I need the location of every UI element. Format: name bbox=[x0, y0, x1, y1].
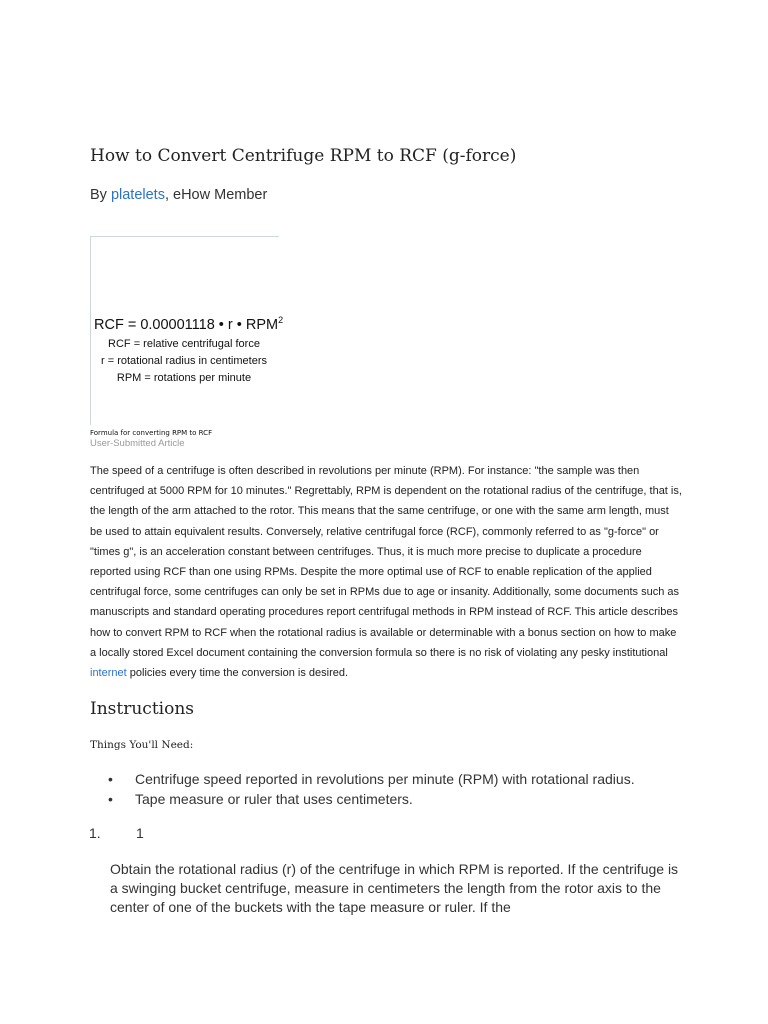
formula-exponent: 2 bbox=[278, 315, 284, 325]
things-needed-list bbox=[108, 769, 635, 809]
author-link[interactable]: platelets bbox=[110, 187, 165, 203]
intro-paragraph bbox=[90, 461, 682, 683]
need-text: Tape measure or ruler that uses centimeters. bbox=[135, 791, 413, 807]
formula-definition-rpm: RPM = rotations per minute bbox=[116, 372, 252, 384]
intro-text-end: policies every time the conversion is desired. bbox=[126, 667, 349, 680]
intro-text: The speed of a centrifuge is often described in revolutions per minute (RPM). For instance: "the sample was then centrifuged at 5000 RPM for 10 minutes." Regrettably, RPM is dependent on the rotational radius of the centrifuge, that is, the length of the arm attached to the rotor. This means that the same centrifuge, or one with the same arm length, must be used to attain equivalent results. Conversely, relative centrifugal force (RCF), commonly referred to as "g-force" or "times g", is an acceleration constant between centrifuges. Thus, it is much more precise to duplicate a procedure reported using RCF than one using RPMs. Despite the more optimal use of RCF to enable replication of the applied centrifugal force, some centrifuges can only be set in RPMs due to age or insanity. Additionally, some documents such as manuscripts and standard operating procedures report centrifugal methods in RPM instead of RCF. This article describes how to convert RPM to RCF when the rotational radius is available or determinable with a bonus section on how to make a locally stored Excel document containing the conversion formula so there is no risk of violating any pesky institutional bbox=[90, 465, 682, 659]
formula-equation: RCF = 0.00001118 • r • RPM bbox=[94, 316, 279, 333]
step-number: 1. bbox=[89, 825, 101, 841]
formula-main bbox=[94, 315, 283, 333]
article-title: How to Convert Centrifuge RPM to RCF (g-force) bbox=[90, 146, 517, 166]
formula-definition-rcf: RCF = relative centrifugal force bbox=[108, 338, 260, 350]
bullet-icon: • bbox=[108, 771, 113, 787]
list-item bbox=[108, 769, 635, 789]
need-text: Centrifuge speed reported in revolutions per minute (RPM) with rotational radius. bbox=[135, 771, 635, 787]
things-needed-label: Things You'll Need: bbox=[90, 739, 194, 751]
byline-suffix: , eHow Member bbox=[164, 187, 268, 203]
byline-prefix: By bbox=[90, 187, 111, 203]
byline bbox=[90, 187, 267, 203]
instructions-heading: Instructions bbox=[90, 699, 194, 719]
internet-link[interactable]: internet bbox=[90, 667, 127, 680]
formula-definition-r: r = rotational radius in centimeters bbox=[101, 355, 267, 367]
step-text: Obtain the rotational radius (r) of the centrifuge in which RPM is reported. If the centrifuge is a swinging bucket centrifuge, measure in centimeters the length from the rotor axis to the center of one of the buckets with the tape measure or ruler. If the bbox=[110, 861, 679, 915]
formula-image[interactable] bbox=[90, 236, 284, 425]
bullet-icon: • bbox=[108, 791, 113, 807]
step-label: 1 bbox=[136, 825, 144, 841]
figure-source: User-Submitted Article bbox=[90, 438, 185, 449]
figure-caption: Formula for converting RPM to RCF bbox=[90, 429, 213, 437]
list-item bbox=[108, 789, 635, 809]
